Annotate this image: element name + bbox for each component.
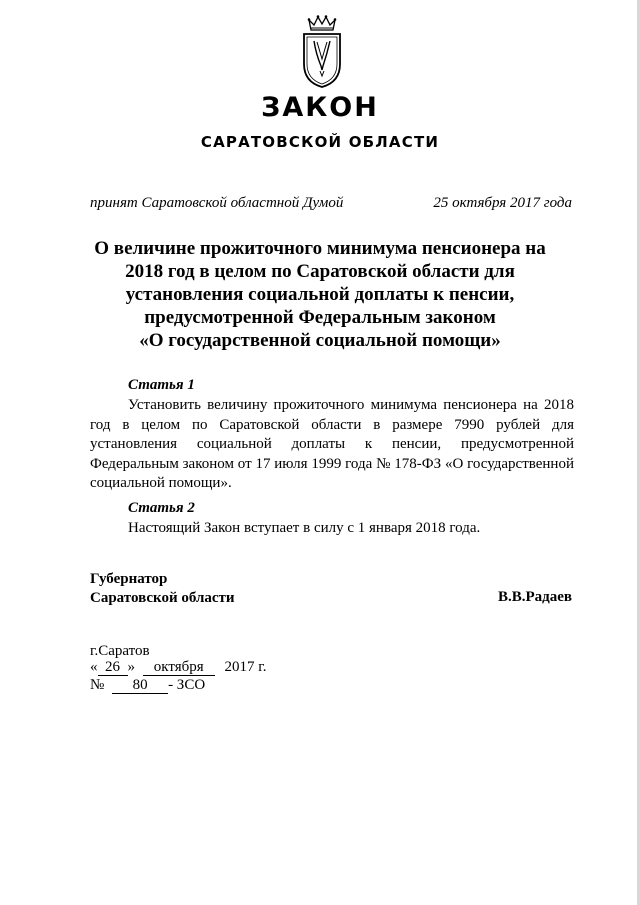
- signatory-name: В.В.Радаев: [497, 589, 572, 605]
- article-2-text: Настоящий Закон вступает в силу с 1 января 2018 года.: [128, 520, 481, 536]
- number-sign: №: [90, 677, 105, 693]
- law-number-value: 80: [112, 677, 168, 694]
- law-title: ЗАКОН: [261, 92, 379, 123]
- open-quote: «: [90, 659, 98, 675]
- heading-line: установления социальной доплаты к пенсии,: [125, 284, 515, 305]
- number-suffix: - ЗСО: [168, 677, 206, 693]
- date-day: 26: [98, 659, 128, 676]
- adoption-date: 25 октября 2017 года: [433, 195, 572, 211]
- date-month: октября: [143, 659, 215, 676]
- region-title: САРАТОВСКОЙ ОБЛАСТИ: [200, 133, 440, 151]
- close-quote: »: [127, 659, 135, 675]
- signing-date: [90, 659, 266, 676]
- saratov-coat-of-arms-icon: [301, 14, 343, 88]
- position-line: Саратовской области: [90, 590, 235, 606]
- article-1-heading: Статья 1: [128, 377, 195, 393]
- law-number: [90, 677, 205, 694]
- heading-line: предусмотренной Федеральным законом: [144, 307, 496, 328]
- position-line: Губернатор: [90, 571, 168, 587]
- heading-line: 2018 год в целом по Саратовской области для: [125, 261, 515, 282]
- place-of-signing: г.Саратов: [90, 643, 150, 659]
- adopted-by-text: принят Саратовской областной Думой: [90, 195, 344, 211]
- signatory-position: [90, 570, 235, 608]
- date-year: 2017 г.: [224, 659, 267, 675]
- heading-line: О величине прожиточного минимума пенсионера на: [94, 238, 546, 259]
- article-1-text: Установить величину прожиточного минимума пенсионера на 2018 год в целом по Саратовской области в размере 7990 рублей для установления социальной доплаты к пенсии, предусмотренной Федеральным законом от 17 июля 1999 года № 178-ФЗ «О государственной социальной помощи».: [90, 397, 574, 491]
- document-heading: [70, 237, 570, 352]
- article-2-heading: Статья 2: [128, 500, 195, 516]
- heading-line: «О государственной социальной помощи»: [139, 330, 501, 351]
